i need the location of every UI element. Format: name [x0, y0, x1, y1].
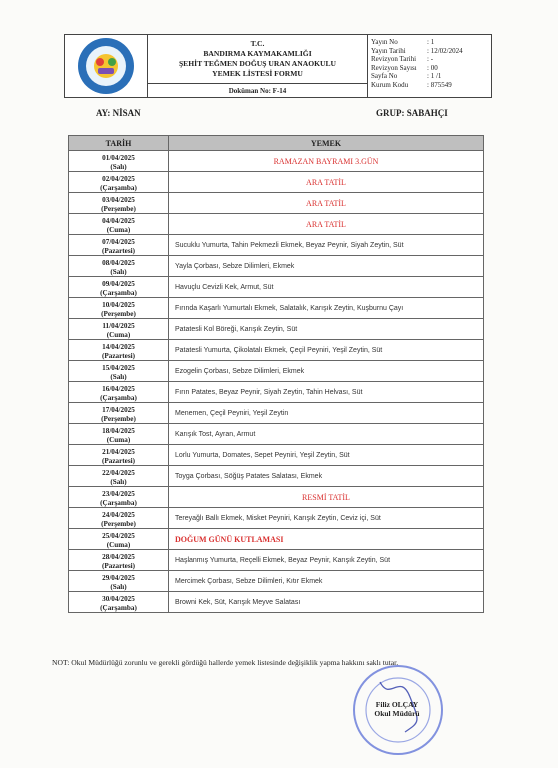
- date-text: 24/04/2025: [102, 511, 135, 519]
- date-text: 21/04/2025: [102, 448, 135, 456]
- date-cell: [69, 508, 169, 529]
- date-text: 23/04/2025: [102, 490, 135, 498]
- table-row: [69, 403, 484, 424]
- menu-cell: ARA TATİL: [169, 214, 484, 235]
- date-cell: [69, 172, 169, 193]
- table-row: [69, 592, 484, 613]
- date-cell: [69, 298, 169, 319]
- meta-value: : 12/02/2024: [427, 46, 463, 55]
- menu-cell: Fırında Kaşarlı Yumurtalı Ekmek, Salatalık, Karışık Zeytin, Kuşburnu Çayı: [169, 298, 484, 319]
- menu-cell: Lorlu Yumurta, Domates, Sepet Peyniri, Yeşil Zeytin, Süt: [169, 445, 484, 466]
- table-row: [69, 193, 484, 214]
- menu-cell: Toyga Çorbası, Söğüş Patates Salatası, Ekmek: [169, 466, 484, 487]
- date-text: 22/04/2025: [102, 469, 135, 477]
- weekday-text: (Salı): [110, 582, 127, 591]
- date-cell: [69, 571, 169, 592]
- date-text: 16/04/2025: [102, 385, 135, 393]
- date-text: 17/04/2025: [102, 406, 135, 414]
- date-cell: [69, 487, 169, 508]
- date-text: 09/04/2025: [102, 280, 135, 288]
- date-text: 28/04/2025: [102, 553, 135, 561]
- meta-row: [371, 55, 491, 64]
- table-row: [69, 550, 484, 571]
- meta-label: Sayfa No: [371, 72, 398, 80]
- meta-label: Yayın Tarihi: [371, 46, 406, 55]
- weekday-text: (Pazartesi): [101, 561, 136, 570]
- weekday-text: (Cuma): [106, 435, 131, 444]
- meta-row: [371, 38, 491, 47]
- date-cell: [69, 151, 169, 172]
- date-cell: [69, 382, 169, 403]
- weekday-text: (Çarşamba): [100, 288, 137, 297]
- date-cell: [69, 214, 169, 235]
- form-header: [64, 34, 492, 98]
- menu-cell: Ezogelin Çorbası, Sebze Dilimleri, Ekmek: [169, 361, 484, 382]
- menu-cell: Patatesli Kol Böreği, Karışık Zeytin, Süt: [169, 319, 484, 340]
- date-text: 02/04/2025: [102, 175, 135, 183]
- meta-value: : -: [427, 55, 434, 63]
- weekday-text: (Perşembe): [101, 204, 136, 213]
- weekday-text: (Cuma): [106, 540, 131, 549]
- signer-name: Filiz OLÇAY: [375, 700, 419, 709]
- date-text: 11/04/2025: [102, 322, 135, 330]
- date-cell: [69, 340, 169, 361]
- menu-cell: Fırın Patates, Beyaz Peynir, Siyah Zeytin, Tahin Helvası, Süt: [169, 382, 484, 403]
- meta-label: Revizyon Sayısı: [371, 63, 417, 72]
- table-row: [69, 487, 484, 508]
- menu-cell: Mercimek Çorbası, Sebze Dilimleri, Kıtır Ekmek: [169, 571, 484, 592]
- header-line-form: YEMEK LİSTESİ FORMU: [212, 69, 303, 78]
- weekday-text: (Pazartesi): [101, 246, 136, 255]
- meta-value: : 1: [427, 38, 435, 46]
- menu-cell: ARA TATİL: [169, 193, 484, 214]
- meta-label: Kurum Kodu: [371, 80, 409, 89]
- meta-row: [371, 72, 491, 81]
- table-row: [69, 319, 484, 340]
- weekday-text: (Cuma): [106, 225, 131, 234]
- date-cell: [69, 529, 169, 550]
- date-text: 04/04/2025: [102, 217, 135, 225]
- table-row: [69, 361, 484, 382]
- date-text: 18/04/2025: [102, 427, 135, 435]
- header-line-tc: T.C.: [250, 39, 265, 48]
- date-cell: [69, 235, 169, 256]
- date-text: 30/04/2025: [102, 595, 135, 603]
- table-row: [69, 277, 484, 298]
- table-row: [69, 214, 484, 235]
- meta-row: [371, 81, 491, 90]
- meta-label: Yayın No: [371, 38, 398, 46]
- signature-block: [362, 700, 432, 718]
- table-row: [69, 382, 484, 403]
- group-label: GRUP: SABAHÇI: [376, 108, 448, 118]
- date-text: 15/04/2025: [102, 364, 135, 372]
- table-row: [69, 256, 484, 277]
- table-row: [69, 151, 484, 172]
- table-row: [69, 424, 484, 445]
- date-text: 29/04/2025: [102, 574, 135, 582]
- date-cell: [69, 361, 169, 382]
- header-title-cell: [148, 35, 368, 97]
- table-row: [69, 235, 484, 256]
- weekday-text: (Perşembe): [101, 309, 136, 318]
- weekday-text: (Perşembe): [101, 519, 136, 528]
- date-cell: [69, 550, 169, 571]
- menu-cell: Tereyağlı Ballı Ekmek, Misket Peyniri, Karışık Zeytin, Ceviz içi, Süt: [169, 508, 484, 529]
- menu-cell: Yayla Çorbası, Sebze Dilimleri, Ekmek: [169, 256, 484, 277]
- doc-number: Doküman No: F-14: [148, 83, 367, 97]
- date-text: 25/04/2025: [102, 532, 135, 540]
- weekday-text: (Çarşamba): [100, 498, 137, 507]
- menu-cell: Haşlanmış Yumurta, Reçelli Ekmek, Beyaz Peynir, Karışık Zeytin, Süt: [169, 550, 484, 571]
- weekday-text: (Salı): [110, 267, 127, 276]
- date-cell: [69, 403, 169, 424]
- table-row: [69, 466, 484, 487]
- header-line-kaymakamlik: BANDIRMA KAYMAKAMLIĞI: [203, 49, 312, 58]
- weekday-text: (Çarşamba): [100, 393, 137, 402]
- date-cell: [69, 592, 169, 613]
- date-text: 14/04/2025: [102, 343, 135, 351]
- table-row: [69, 508, 484, 529]
- weekday-text: (Cuma): [106, 330, 131, 339]
- menu-cell: Menemen, Çeçil Peyniri, Yeşil Zeytin: [169, 403, 484, 424]
- menu-cell: Karışık Tost, Ayran, Armut: [169, 424, 484, 445]
- weekday-text: (Çarşamba): [100, 603, 137, 612]
- school-logo-cell: [65, 35, 148, 97]
- weekday-text: (Salı): [110, 162, 127, 171]
- meta-value: : 875549: [427, 80, 452, 89]
- table-row: [69, 445, 484, 466]
- date-text: 07/04/2025: [102, 238, 135, 246]
- menu-cell: RAMAZAN BAYRAMI 3.GÜN: [169, 151, 484, 172]
- table-row: [69, 298, 484, 319]
- date-cell: [69, 277, 169, 298]
- table-row: [69, 529, 484, 550]
- column-header-menu: YEMEK: [169, 136, 484, 151]
- weekday-text: (Pazartesi): [101, 456, 136, 465]
- date-cell: [69, 445, 169, 466]
- school-logo-icon: [76, 36, 136, 96]
- month-label: AY: NİSAN: [96, 108, 141, 118]
- table-row: [69, 340, 484, 361]
- meta-value: : 1 /1: [427, 72, 442, 80]
- menu-cell: Browni Kek, Süt, Karışık Meyve Salatası: [169, 592, 484, 613]
- date-text: 08/04/2025: [102, 259, 135, 267]
- menu-cell: Sucuklu Yumurta, Tahin Pekmezli Ekmek, Beyaz Peynir, Siyah Zeytin, Süt: [169, 235, 484, 256]
- menu-cell: DOĞUM GÜNÜ KUTLAMASI: [169, 529, 484, 550]
- date-cell: [69, 319, 169, 340]
- date-cell: [69, 193, 169, 214]
- weekday-text: (Salı): [110, 477, 127, 486]
- meta-row: [371, 64, 491, 73]
- meta-row: [371, 47, 491, 56]
- menu-cell: RESMİ TATİL: [169, 487, 484, 508]
- weekday-text: (Salı): [110, 372, 127, 381]
- meta-label: Revizyon Tarihi: [371, 55, 417, 63]
- signer-title: Okul Müdürü: [374, 709, 420, 718]
- date-cell: [69, 466, 169, 487]
- menu-table: [68, 135, 484, 613]
- menu-cell: Patatesli Yumurta, Çikolatalı Ekmek, Çeçil Peyniri, Yeşil Zeytin, Süt: [169, 340, 484, 361]
- meta-value: : 00: [427, 63, 438, 72]
- table-header-row: [69, 136, 484, 151]
- weekday-text: (Çarşamba): [100, 183, 137, 192]
- weekday-text: (Pazartesi): [101, 351, 136, 360]
- date-text: 01/04/2025: [102, 154, 135, 162]
- column-header-date: TARİH: [69, 136, 169, 151]
- table-row: [69, 172, 484, 193]
- weekday-text: (Perşembe): [101, 414, 136, 423]
- document-meta: [368, 35, 491, 97]
- date-text: 03/04/2025: [102, 196, 135, 204]
- date-cell: [69, 424, 169, 445]
- table-row: [69, 571, 484, 592]
- date-cell: [69, 256, 169, 277]
- header-line-school: ŞEHİT TEĞMEN DOĞUŞ URAN ANAOKULU: [178, 59, 337, 68]
- menu-cell: Havuçlu Cevizli Kek, Armut, Süt: [169, 277, 484, 298]
- menu-cell: ARA TATİL: [169, 172, 484, 193]
- footer-note: NOT: Okul Müdürlüğü zorunlu ve gerekli gördüğü hallerde yemek listesinde değişiklik yapma hakkını saklı tutar.: [52, 658, 399, 667]
- date-text: 10/04/2025: [102, 301, 135, 309]
